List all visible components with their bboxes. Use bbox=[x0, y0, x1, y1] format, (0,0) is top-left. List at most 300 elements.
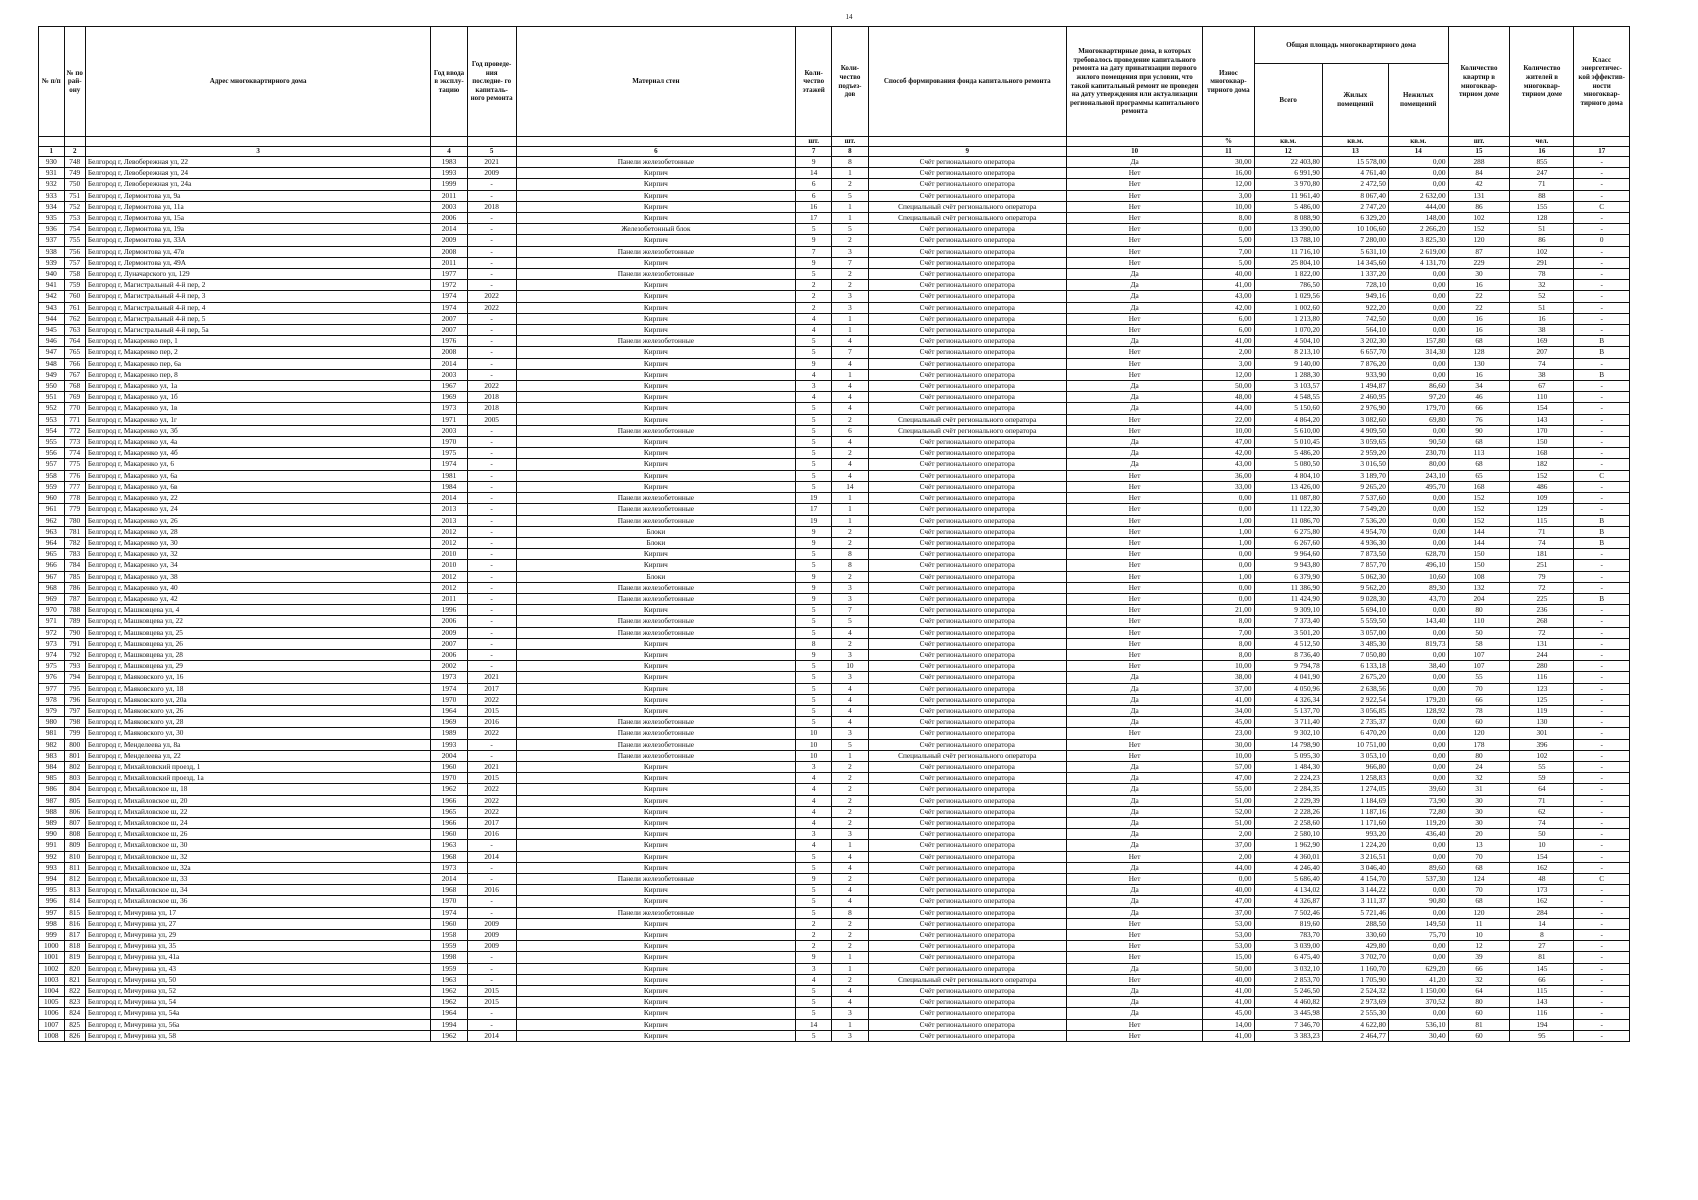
row-area-living: 2 735,37 bbox=[1322, 717, 1388, 728]
table-row bbox=[39, 661, 1630, 672]
row-wall-material: Панели железобетонные bbox=[516, 593, 795, 604]
row-area-living: 3 702,70 bbox=[1322, 952, 1388, 963]
row-year-built: 1970 bbox=[431, 437, 467, 448]
row-year-built: 1989 bbox=[431, 728, 467, 739]
row-repair-required: Да bbox=[1066, 907, 1202, 918]
table-row bbox=[39, 179, 1630, 190]
row-wall-material: Кирпич bbox=[516, 549, 795, 560]
row-area-total: 1 002,60 bbox=[1254, 302, 1322, 313]
row-num-district: 798 bbox=[64, 717, 85, 728]
row-num: 959 bbox=[39, 481, 65, 492]
row-area-total: 6 267,60 bbox=[1254, 537, 1322, 548]
column-number: 17 bbox=[1574, 147, 1630, 157]
row-residents: 38 bbox=[1510, 369, 1574, 380]
row-num-district: 801 bbox=[64, 750, 85, 761]
row-repair-required: Да bbox=[1066, 437, 1202, 448]
row-apartments: 20 bbox=[1448, 829, 1510, 840]
row-fund-method: Счёт регионального оператора bbox=[868, 739, 1066, 750]
row-energy-class: - bbox=[1574, 974, 1630, 985]
header-year-repair: Год проведе- ния последне- го капиталь- ного ремонта bbox=[467, 27, 516, 137]
row-repair-required: Нет bbox=[1066, 414, 1202, 425]
row-wear: 10,00 bbox=[1203, 750, 1254, 761]
row-repair-required: Нет bbox=[1066, 515, 1202, 526]
row-year-repair: 2015 bbox=[467, 997, 516, 1008]
row-energy-class: - bbox=[1574, 392, 1630, 403]
table-row bbox=[39, 425, 1630, 436]
row-address: Белгород г, Лермонтова ул, 47в bbox=[85, 246, 430, 257]
row-year-repair: - bbox=[467, 358, 516, 369]
row-num-district: 754 bbox=[64, 224, 85, 235]
row-wall-material: Кирпич bbox=[516, 437, 795, 448]
row-num: 1003 bbox=[39, 974, 65, 985]
row-apartments: 110 bbox=[1448, 616, 1510, 627]
row-repair-required: Да bbox=[1066, 302, 1202, 313]
row-area-living: 922,20 bbox=[1322, 302, 1388, 313]
row-entrances: 3 bbox=[832, 672, 868, 683]
row-num: 973 bbox=[39, 638, 65, 649]
row-wall-material: Панели железобетонные bbox=[516, 157, 795, 168]
row-area-living: 330,60 bbox=[1322, 930, 1388, 941]
row-wall-material: Панели железобетонные bbox=[516, 739, 795, 750]
row-num: 966 bbox=[39, 560, 65, 571]
row-entrances: 4 bbox=[832, 459, 868, 470]
row-wall-material: Кирпич bbox=[516, 448, 795, 459]
row-residents: 72 bbox=[1510, 582, 1574, 593]
row-floors: 9 bbox=[796, 157, 832, 168]
row-num-district: 776 bbox=[64, 470, 85, 481]
row-repair-required: Нет bbox=[1066, 851, 1202, 862]
row-apartments: 288 bbox=[1448, 157, 1510, 168]
column-number: 13 bbox=[1322, 147, 1388, 157]
row-apartments: 32 bbox=[1448, 974, 1510, 985]
row-fund-method: Счёт регионального оператора bbox=[868, 190, 1066, 201]
table-row bbox=[39, 593, 1630, 604]
row-repair-required: Да bbox=[1066, 381, 1202, 392]
row-num-district: 751 bbox=[64, 190, 85, 201]
row-area-nonliving: 73,90 bbox=[1388, 795, 1448, 806]
row-address: Белгород г, Макаренко ул, 22 bbox=[85, 493, 430, 504]
row-apartments: 30 bbox=[1448, 795, 1510, 806]
row-address: Белгород г, Магистральный 4-й пер, 3 bbox=[85, 291, 430, 302]
row-residents: 102 bbox=[1510, 246, 1574, 257]
row-area-nonliving: 69,80 bbox=[1388, 414, 1448, 425]
row-num-district: 752 bbox=[64, 201, 85, 212]
column-number: 2 bbox=[64, 147, 85, 157]
row-apartments: 70 bbox=[1448, 885, 1510, 896]
row-wear: 41,00 bbox=[1203, 336, 1254, 347]
row-entrances: 4 bbox=[832, 403, 868, 414]
row-apartments: 16 bbox=[1448, 369, 1510, 380]
row-area-nonliving: 0,00 bbox=[1388, 761, 1448, 772]
row-address: Белгород г, Макаренко ул, 1г bbox=[85, 414, 430, 425]
row-apartments: 152 bbox=[1448, 515, 1510, 526]
row-num: 984 bbox=[39, 761, 65, 772]
row-repair-required: Да bbox=[1066, 997, 1202, 1008]
row-area-total: 1 213,80 bbox=[1254, 313, 1322, 324]
table-row bbox=[39, 616, 1630, 627]
row-area-living: 8 067,40 bbox=[1322, 190, 1388, 201]
row-repair-required: Нет bbox=[1066, 582, 1202, 593]
row-num-district: 804 bbox=[64, 784, 85, 795]
row-entrances: 3 bbox=[832, 246, 868, 257]
row-wear: 21,00 bbox=[1203, 605, 1254, 616]
row-fund-method: Счёт регионального оператора bbox=[868, 224, 1066, 235]
row-floors: 10 bbox=[796, 728, 832, 739]
row-wall-material: Панели железобетонные bbox=[516, 493, 795, 504]
row-year-repair: 2009 bbox=[467, 941, 516, 952]
row-repair-required: Нет bbox=[1066, 493, 1202, 504]
column-number: 3 bbox=[85, 147, 430, 157]
row-fund-method: Счёт регионального оператора bbox=[868, 235, 1066, 246]
row-address: Белгород г, Мичурина ул, 50 bbox=[85, 974, 430, 985]
row-area-nonliving: 0,00 bbox=[1388, 773, 1448, 784]
row-residents: 109 bbox=[1510, 493, 1574, 504]
row-address: Белгород г, Мичурина ул, 43 bbox=[85, 963, 430, 974]
row-fund-method: Счёт регионального оператора bbox=[868, 347, 1066, 358]
row-year-repair: - bbox=[467, 974, 516, 985]
header-floors: Коли- чество этажей bbox=[796, 27, 832, 137]
row-apartments: 42 bbox=[1448, 179, 1510, 190]
row-floors: 9 bbox=[796, 952, 832, 963]
row-repair-required: Нет bbox=[1066, 537, 1202, 548]
row-address: Белгород г, Макаренко ул, 38 bbox=[85, 571, 430, 582]
row-energy-class: - bbox=[1574, 190, 1630, 201]
row-residents: 150 bbox=[1510, 437, 1574, 448]
row-wear: 41,00 bbox=[1203, 694, 1254, 705]
row-entrances: 5 bbox=[832, 190, 868, 201]
row-num: 954 bbox=[39, 425, 65, 436]
row-num-district: 781 bbox=[64, 526, 85, 537]
row-repair-required: Да bbox=[1066, 1008, 1202, 1019]
row-area-living: 5 559,50 bbox=[1322, 616, 1388, 627]
row-apartments: 144 bbox=[1448, 537, 1510, 548]
row-year-repair: - bbox=[467, 190, 516, 201]
row-area-total: 11 086,70 bbox=[1254, 515, 1322, 526]
row-energy-class: - bbox=[1574, 493, 1630, 504]
column-number: 6 bbox=[516, 147, 795, 157]
row-repair-required: Да bbox=[1066, 280, 1202, 291]
row-area-living: 2 747,20 bbox=[1322, 201, 1388, 212]
row-repair-required: Да bbox=[1066, 392, 1202, 403]
row-wear: 44,00 bbox=[1203, 862, 1254, 873]
row-wall-material: Кирпич bbox=[516, 963, 795, 974]
row-area-total: 8 736,40 bbox=[1254, 649, 1322, 660]
row-year-repair: - bbox=[467, 907, 516, 918]
row-area-living: 1 171,60 bbox=[1322, 817, 1388, 828]
row-num: 935 bbox=[39, 213, 65, 224]
row-year-repair: - bbox=[467, 649, 516, 660]
row-repair-required: Нет bbox=[1066, 235, 1202, 246]
row-area-total: 1 484,30 bbox=[1254, 761, 1322, 772]
row-address: Белгород г, Менделеева ул, 8а bbox=[85, 739, 430, 750]
row-year-built: 1972 bbox=[431, 280, 467, 291]
row-residents: 123 bbox=[1510, 683, 1574, 694]
row-area-living: 3 057,00 bbox=[1322, 627, 1388, 638]
row-wall-material: Кирпич bbox=[516, 986, 795, 997]
row-residents: 125 bbox=[1510, 694, 1574, 705]
row-entrances: 2 bbox=[832, 448, 868, 459]
row-energy-class: - bbox=[1574, 213, 1630, 224]
row-address: Белгород г, Макаренко ул, 40 bbox=[85, 582, 430, 593]
row-year-repair: - bbox=[467, 750, 516, 761]
row-num: 946 bbox=[39, 336, 65, 347]
table-row bbox=[39, 537, 1630, 548]
row-area-total: 2 224,23 bbox=[1254, 773, 1322, 784]
row-area-living: 5 694,10 bbox=[1322, 605, 1388, 616]
row-apartments: 80 bbox=[1448, 605, 1510, 616]
row-num-district: 818 bbox=[64, 941, 85, 952]
row-year-repair: - bbox=[467, 963, 516, 974]
row-floors: 2 bbox=[796, 941, 832, 952]
row-year-built: 1973 bbox=[431, 403, 467, 414]
row-area-total: 4 041,90 bbox=[1254, 672, 1322, 683]
column-numbers-row bbox=[39, 147, 1630, 157]
row-wear: 44,00 bbox=[1203, 403, 1254, 414]
row-floors: 3 bbox=[796, 829, 832, 840]
row-num: 964 bbox=[39, 537, 65, 548]
row-area-living: 7 876,20 bbox=[1322, 358, 1388, 369]
row-residents: 154 bbox=[1510, 851, 1574, 862]
row-fund-method: Специальный счёт регионального оператора bbox=[868, 974, 1066, 985]
row-year-built: 2014 bbox=[431, 224, 467, 235]
row-apartments: 150 bbox=[1448, 549, 1510, 560]
row-residents: 173 bbox=[1510, 885, 1574, 896]
row-floors: 5 bbox=[796, 1030, 832, 1041]
row-address: Белгород г, Маяковского ул, 18 bbox=[85, 683, 430, 694]
row-apartments: 64 bbox=[1448, 986, 1510, 997]
row-floors: 9 bbox=[796, 358, 832, 369]
row-area-nonliving: 143,40 bbox=[1388, 616, 1448, 627]
row-year-repair: 2015 bbox=[467, 773, 516, 784]
row-entrances: 2 bbox=[832, 930, 868, 941]
row-year-built: 2006 bbox=[431, 213, 467, 224]
row-energy-class: - bbox=[1574, 313, 1630, 324]
row-floors: 9 bbox=[796, 649, 832, 660]
row-address: Белгород г, Машковцева ул, 28 bbox=[85, 649, 430, 660]
row-residents: 74 bbox=[1510, 537, 1574, 548]
row-area-total: 5 686,40 bbox=[1254, 874, 1322, 885]
row-year-built: 1984 bbox=[431, 481, 467, 492]
row-energy-class: С bbox=[1574, 874, 1630, 885]
row-floors: 16 bbox=[796, 201, 832, 212]
row-residents: 251 bbox=[1510, 560, 1574, 571]
row-residents: 119 bbox=[1510, 705, 1574, 716]
row-area-living: 3 485,30 bbox=[1322, 638, 1388, 649]
row-num: 953 bbox=[39, 414, 65, 425]
row-entrances: 2 bbox=[832, 235, 868, 246]
row-entrances: 7 bbox=[832, 347, 868, 358]
row-energy-class: - bbox=[1574, 930, 1630, 941]
row-wall-material: Кирпич bbox=[516, 672, 795, 683]
row-num-district: 800 bbox=[64, 739, 85, 750]
table-row bbox=[39, 683, 1630, 694]
row-apartments: 120 bbox=[1448, 235, 1510, 246]
row-address: Белгород г, Мичурина ул, 58 bbox=[85, 1030, 430, 1041]
table-row bbox=[39, 997, 1630, 1008]
row-wear: 1,00 bbox=[1203, 571, 1254, 582]
row-year-repair: - bbox=[467, 582, 516, 593]
row-area-nonliving: 0,00 bbox=[1388, 728, 1448, 739]
row-address: Белгород г, Левобережная ул, 22 bbox=[85, 157, 430, 168]
row-area-nonliving: 0,00 bbox=[1388, 493, 1448, 504]
row-entrances: 1 bbox=[832, 201, 868, 212]
row-wear: 14,00 bbox=[1203, 1019, 1254, 1030]
row-residents: 71 bbox=[1510, 526, 1574, 537]
row-year-repair: 2016 bbox=[467, 829, 516, 840]
row-entrances: 2 bbox=[832, 784, 868, 795]
row-floors: 5 bbox=[796, 459, 832, 470]
row-wall-material: Кирпич bbox=[516, 997, 795, 1008]
row-area-nonliving: 370,52 bbox=[1388, 997, 1448, 1008]
table-row bbox=[39, 941, 1630, 952]
row-apartments: 120 bbox=[1448, 907, 1510, 918]
row-num: 969 bbox=[39, 593, 65, 604]
row-fund-method: Счёт регионального оператора bbox=[868, 851, 1066, 862]
row-wall-material: Кирпич bbox=[516, 213, 795, 224]
row-area-living: 2 922,54 bbox=[1322, 694, 1388, 705]
row-floors: 4 bbox=[796, 325, 832, 336]
row-year-repair: - bbox=[467, 325, 516, 336]
row-entrances: 4 bbox=[832, 336, 868, 347]
row-apartments: 152 bbox=[1448, 493, 1510, 504]
row-area-nonliving: 157,80 bbox=[1388, 336, 1448, 347]
row-energy-class: - bbox=[1574, 414, 1630, 425]
row-area-living: 993,20 bbox=[1322, 829, 1388, 840]
table-row bbox=[39, 918, 1630, 929]
row-year-built: 1962 bbox=[431, 986, 467, 997]
row-wear: 1,00 bbox=[1203, 537, 1254, 548]
row-num: 998 bbox=[39, 918, 65, 929]
row-wear: 42,00 bbox=[1203, 302, 1254, 313]
row-area-living: 3 189,70 bbox=[1322, 470, 1388, 481]
row-year-repair: - bbox=[467, 336, 516, 347]
row-fund-method: Счёт регионального оператора bbox=[868, 963, 1066, 974]
row-entrances: 4 bbox=[832, 885, 868, 896]
row-area-living: 2 460,95 bbox=[1322, 392, 1388, 403]
table-row bbox=[39, 448, 1630, 459]
row-residents: 74 bbox=[1510, 817, 1574, 828]
column-number: 9 bbox=[868, 147, 1066, 157]
row-num: 989 bbox=[39, 817, 65, 828]
row-address: Белгород г, Макаренко ул, 3б bbox=[85, 425, 430, 436]
row-apartments: 32 bbox=[1448, 773, 1510, 784]
row-residents: 207 bbox=[1510, 347, 1574, 358]
row-area-living: 4 761,40 bbox=[1322, 168, 1388, 179]
row-floors: 5 bbox=[796, 605, 832, 616]
row-num-district: 807 bbox=[64, 817, 85, 828]
row-area-total: 6 475,40 bbox=[1254, 952, 1322, 963]
row-floors: 4 bbox=[796, 369, 832, 380]
row-wear: 37,00 bbox=[1203, 907, 1254, 918]
row-floors: 9 bbox=[796, 526, 832, 537]
row-apartments: 178 bbox=[1448, 739, 1510, 750]
row-wall-material: Панели железобетонные bbox=[516, 269, 795, 280]
table-row bbox=[39, 627, 1630, 638]
row-year-built: 2011 bbox=[431, 190, 467, 201]
row-entrances: 8 bbox=[832, 907, 868, 918]
row-wear: 30,00 bbox=[1203, 157, 1254, 168]
row-year-repair: - bbox=[467, 224, 516, 235]
table-row bbox=[39, 851, 1630, 862]
header-fund-method: Способ формирования фонда капитального ремонта bbox=[868, 27, 1066, 137]
row-wall-material: Панели железобетонные bbox=[516, 627, 795, 638]
row-address: Белгород г, Михайловское ш, 30 bbox=[85, 840, 430, 851]
row-fund-method: Счёт регионального оператора bbox=[868, 896, 1066, 907]
row-repair-required: Нет bbox=[1066, 179, 1202, 190]
row-num: 978 bbox=[39, 694, 65, 705]
row-fund-method: Счёт регионального оператора bbox=[868, 537, 1066, 548]
row-energy-class: - bbox=[1574, 907, 1630, 918]
row-address: Белгород г, Михайловское ш, 22 bbox=[85, 806, 430, 817]
row-residents: 301 bbox=[1510, 728, 1574, 739]
row-area-total: 22 403,80 bbox=[1254, 157, 1322, 168]
row-entrances: 3 bbox=[832, 829, 868, 840]
row-floors: 5 bbox=[796, 672, 832, 683]
row-area-nonliving: 0,00 bbox=[1388, 157, 1448, 168]
row-year-repair: 2022 bbox=[467, 302, 516, 313]
row-num-district: 815 bbox=[64, 907, 85, 918]
row-wall-material: Блоки bbox=[516, 571, 795, 582]
row-num-district: 819 bbox=[64, 952, 85, 963]
row-fund-method: Счёт регионального оператора bbox=[868, 829, 1066, 840]
row-area-living: 4 622,80 bbox=[1322, 1019, 1388, 1030]
row-year-repair: - bbox=[467, 347, 516, 358]
row-entrances: 4 bbox=[832, 358, 868, 369]
row-fund-method: Счёт регионального оператора bbox=[868, 526, 1066, 537]
row-repair-required: Нет bbox=[1066, 605, 1202, 616]
row-num-district: 817 bbox=[64, 930, 85, 941]
row-wall-material: Кирпич bbox=[516, 347, 795, 358]
row-year-repair: - bbox=[467, 493, 516, 504]
row-year-repair: 2021 bbox=[467, 761, 516, 772]
row-area-nonliving: 0,00 bbox=[1388, 1008, 1448, 1019]
row-num-district: 777 bbox=[64, 481, 85, 492]
row-area-living: 933,90 bbox=[1322, 369, 1388, 380]
row-year-built: 2012 bbox=[431, 582, 467, 593]
row-area-living: 7 549,20 bbox=[1322, 504, 1388, 515]
row-floors: 5 bbox=[796, 437, 832, 448]
row-wall-material: Панели железобетонные bbox=[516, 616, 795, 627]
row-year-built: 2003 bbox=[431, 425, 467, 436]
table-row bbox=[39, 986, 1630, 997]
row-energy-class: - bbox=[1574, 403, 1630, 414]
row-entrances: 4 bbox=[832, 705, 868, 716]
table-row bbox=[39, 795, 1630, 806]
row-fund-method: Счёт регионального оператора bbox=[868, 269, 1066, 280]
row-num-district: 784 bbox=[64, 560, 85, 571]
table-row bbox=[39, 201, 1630, 212]
row-year-repair: 2018 bbox=[467, 201, 516, 212]
row-year-repair: - bbox=[467, 537, 516, 548]
row-address: Белгород г, Макаренко пер, 2 bbox=[85, 347, 430, 358]
row-repair-required: Нет bbox=[1066, 369, 1202, 380]
row-year-repair: 2022 bbox=[467, 694, 516, 705]
row-residents: 14 bbox=[1510, 918, 1574, 929]
row-year-built: 1976 bbox=[431, 336, 467, 347]
row-year-repair: - bbox=[467, 549, 516, 560]
row-residents: 155 bbox=[1510, 201, 1574, 212]
row-address: Белгород г, Макаренко ул, 6а bbox=[85, 470, 430, 481]
row-num-district: 763 bbox=[64, 325, 85, 336]
row-residents: 291 bbox=[1510, 257, 1574, 268]
row-year-repair: - bbox=[467, 313, 516, 324]
row-wall-material: Кирпич bbox=[516, 941, 795, 952]
unit-area-living: кв.м. bbox=[1322, 137, 1388, 147]
row-num: 1005 bbox=[39, 997, 65, 1008]
row-wall-material: Панели железобетонные bbox=[516, 425, 795, 436]
row-num-district: 756 bbox=[64, 246, 85, 257]
row-num: 958 bbox=[39, 470, 65, 481]
